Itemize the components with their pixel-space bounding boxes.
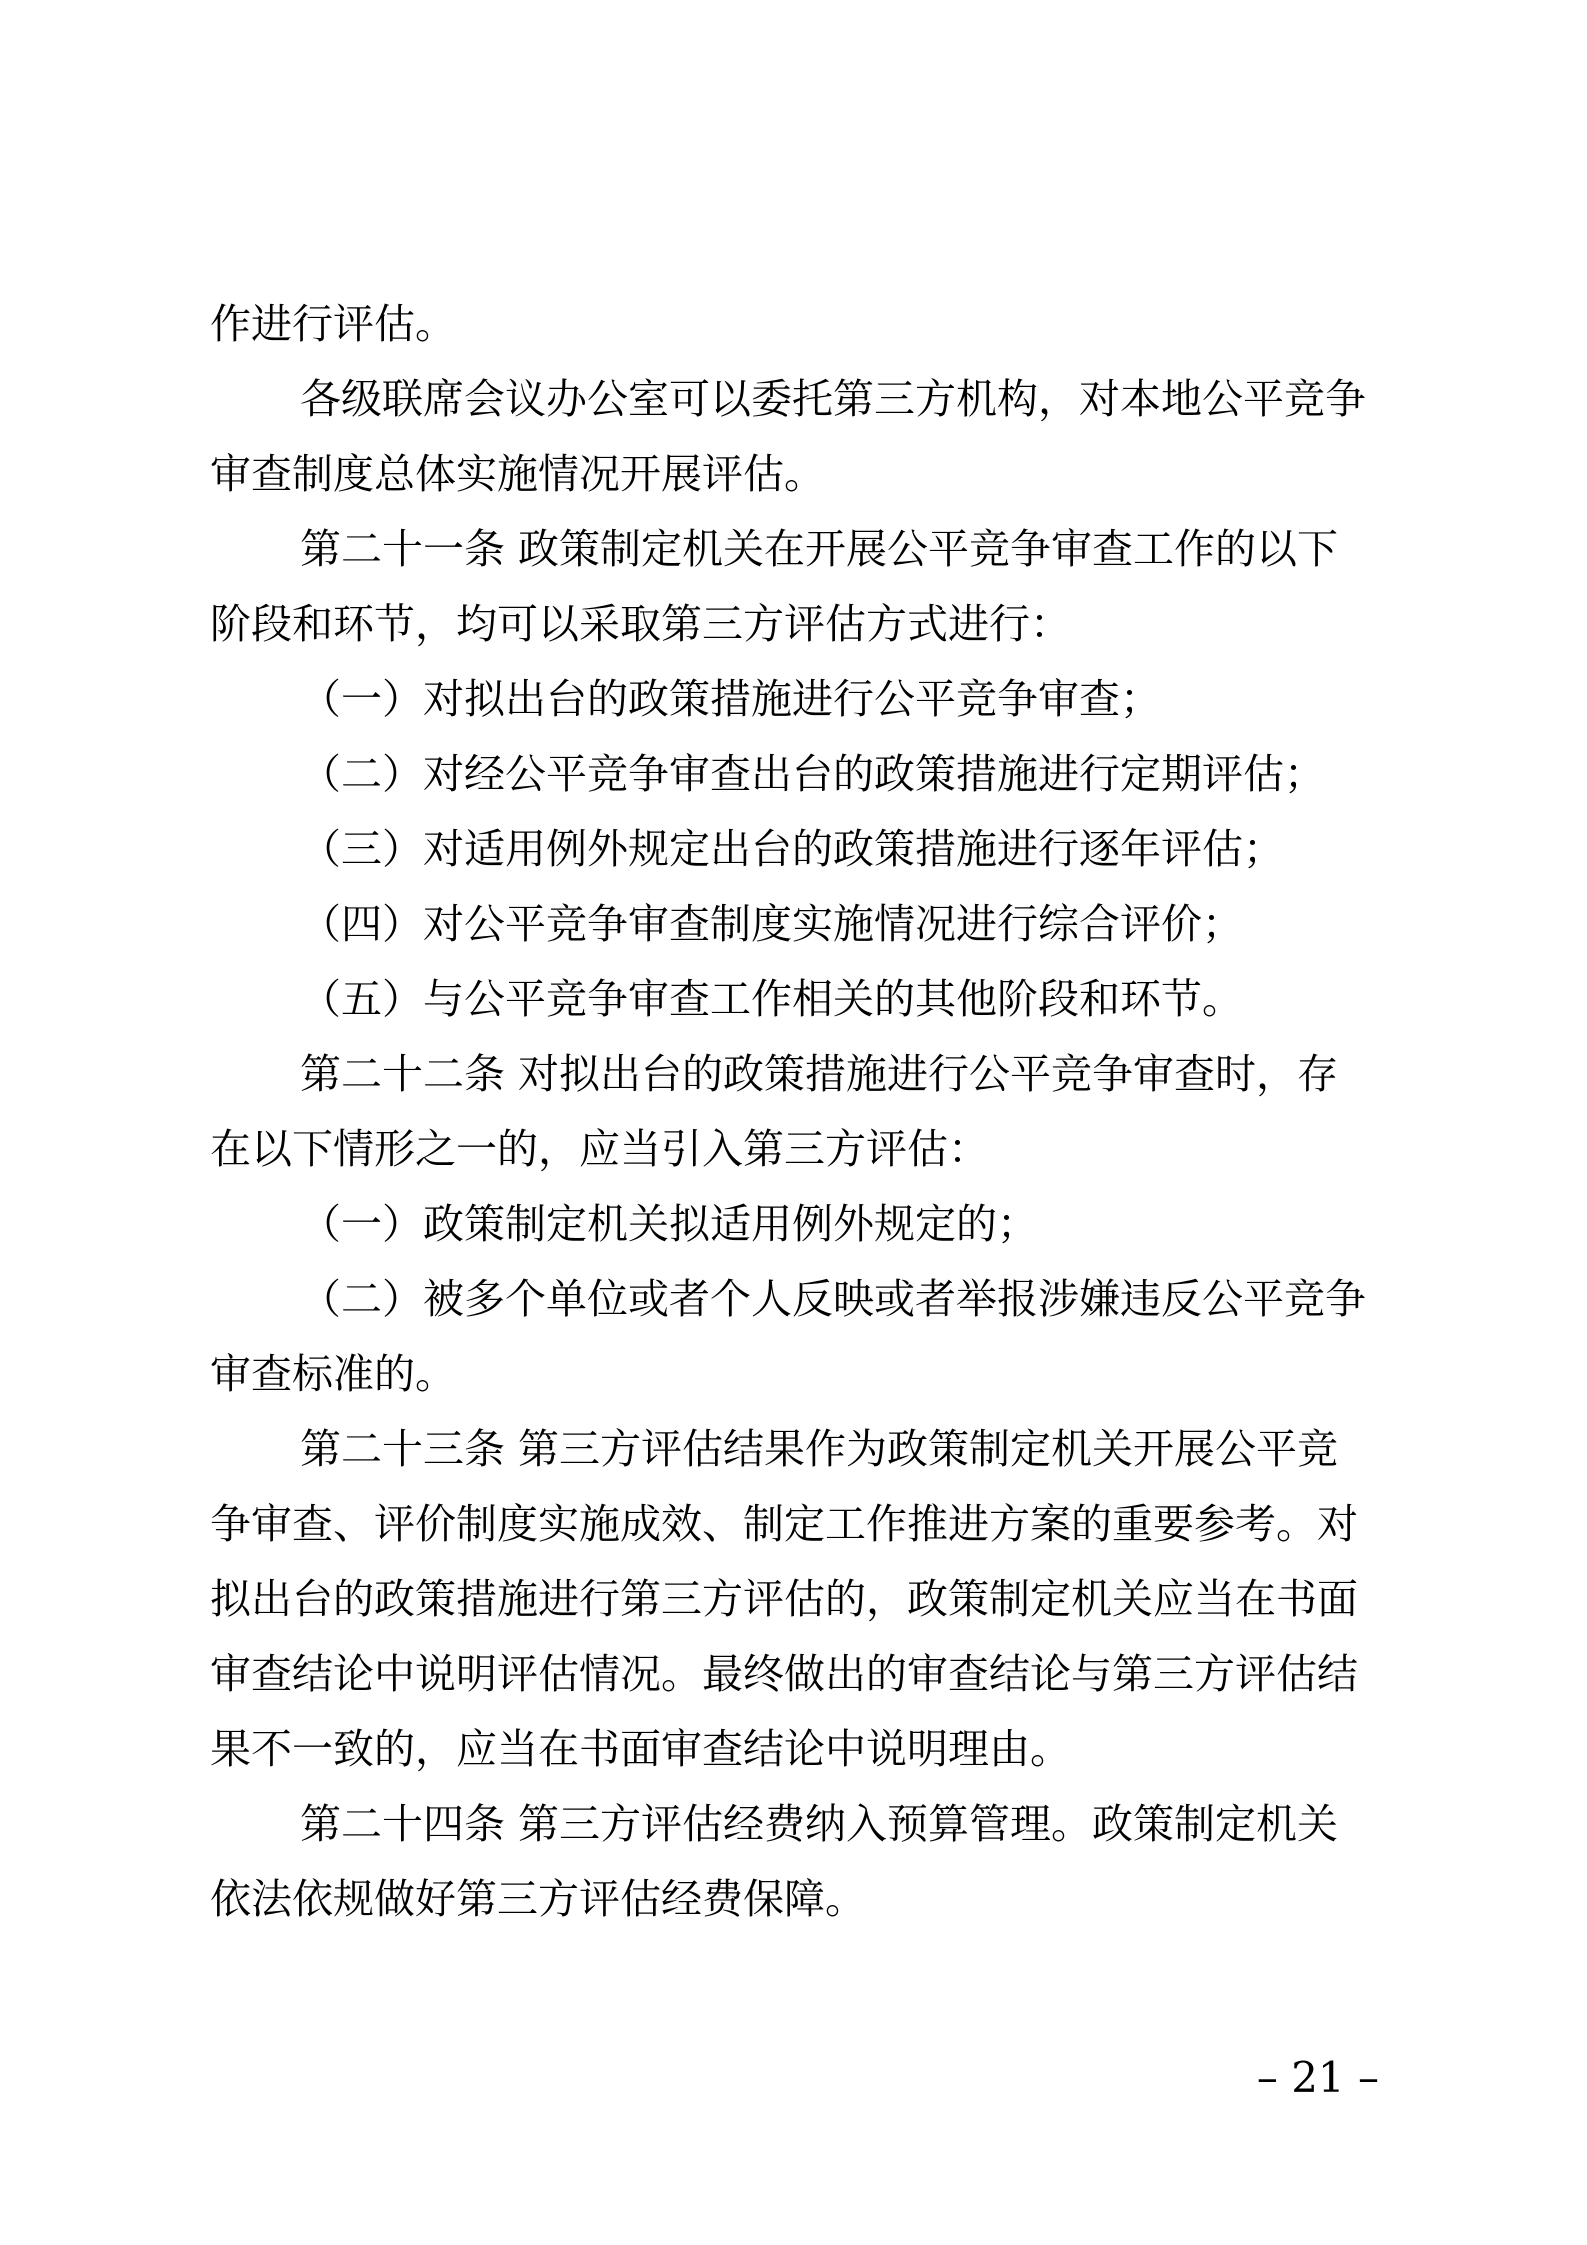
text-line-15: 审查标准的。 (210, 1350, 456, 1398)
text-line-1: 作进行评估。 (210, 300, 456, 348)
text-line-22: 依法依规做好第三方评估经费保障。 (210, 1875, 866, 1923)
text-line-17: 争审查、评价制度实施成效、制定工作推进方案的重要参考。对 (210, 1500, 1358, 1548)
text-line-21: 第二十四条 第三方评估经费纳入预算管理。政策制定机关 (300, 1800, 1339, 1848)
text-line-4: 第二十一条 政策制定机关在开展公平竞争审查工作的以下 (300, 525, 1339, 573)
text-line-6: （一）对拟出台的政策措施进行公平竞争审查； (300, 675, 1161, 723)
text-line-11: 第二十二条 对拟出台的政策措施进行公平竞争审查时，存 (300, 1050, 1339, 1098)
text-line-12: 在以下情形之一的，应当引入第三方评估： (210, 1125, 989, 1173)
text-line-18: 拟出台的政策措施进行第三方评估的，政策制定机关应当在书面 (210, 1575, 1358, 1623)
text-line-20: 果不一致的，应当在书面审查结论中说明理由。 (210, 1725, 1071, 1773)
text-line-13: （一）政策制定机关拟适用例外规定的； (300, 1200, 1038, 1248)
text-line-8: （三）对适用例外规定出台的政策措施进行逐年评估； (300, 825, 1284, 873)
page-number: – 21 – (1256, 2053, 1379, 2102)
text-line-16: 第二十三条 第三方评估结果作为政策制定机关开展公平竞 (300, 1425, 1339, 1473)
text-line-2: 各级联席会议办公室可以委托第三方机构，对本地公平竞争 (300, 375, 1366, 423)
text-line-3: 审查制度总体实施情况开展评估。 (210, 450, 825, 498)
text-line-5: 阶段和环节，均可以采取第三方评估方式进行： (210, 600, 1071, 648)
text-line-7: （二）对经公平竞争审查出台的政策措施进行定期评估； (300, 750, 1325, 798)
text-line-19: 审查结论中说明评估情况。最终做出的审查结论与第三方评估结 (210, 1650, 1358, 1698)
text-line-9: （四）对公平竞争审查制度实施情况进行综合评价； (300, 900, 1243, 948)
text-line-14: （二）被多个单位或者个人反映或者举报涉嫌违反公平竞争 (300, 1275, 1366, 1323)
text-line-10: （五）与公平竞争审查工作相关的其他阶段和环节。 (300, 975, 1243, 1023)
